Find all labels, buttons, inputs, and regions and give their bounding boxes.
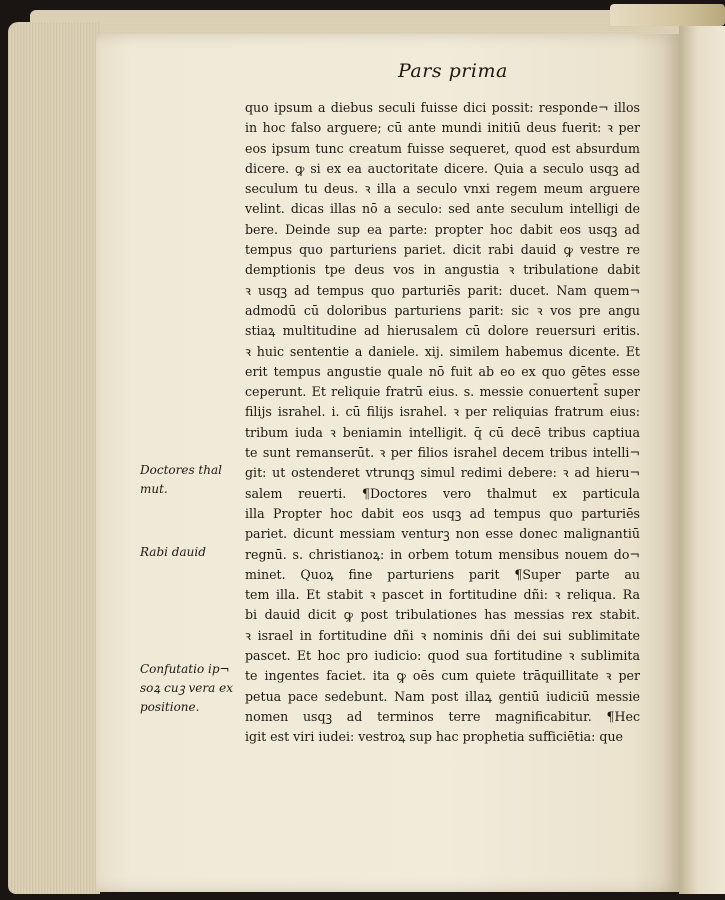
text-line: stiaꝝ multitudine ad hierusalem cū dolore reuersuri eritis. — [245, 323, 640, 339]
text-line: filijs israhel. i. cū filijs israhel. ꝛ per reliquias fratrum eius: — [245, 404, 640, 420]
text-line: demptionis tpe deus vos in angustia ꝛ tribulatione dabit — [245, 262, 640, 278]
text-line: ceperunt. Et reliquie fratrū eius. s. messie conuertent̄ super — [245, 384, 640, 400]
text-line: tribum iuda ꝛ beniamin intelligit. q̄ cū decē tribus captiua — [245, 424, 640, 440]
page-block-left-edge — [8, 22, 100, 894]
marginal-note-line: positione. — [140, 700, 200, 714]
text-line: pariet. dicunt messiam venturꝫ non esse donec malignantiū — [245, 526, 640, 542]
binding-strip — [610, 4, 725, 26]
text-line: git: ut ostenderet vtrunqꝫ simul redimi debere: ꝛ ad hieru¬ — [245, 465, 640, 481]
marginal-note-line: Confutatio ip¬ — [140, 662, 230, 676]
text-line: illa Propter hoc dabit eos usqꝫ ad tempus quo parturiēs — [245, 505, 640, 521]
text-line: te ingentes faciet. ita ꝙ oēs cum quiete trāquillitate ꝛ per — [245, 668, 640, 684]
text-line: dicere. ꝙ si ex ea auctoritate dicere. Quia a seculo usqꝫ ad — [245, 160, 640, 176]
text-line: tem illa. Et stabit ꝛ pascet in fortitudine dñi: ꝛ reliqua. Ra — [245, 587, 640, 603]
text-line: igit est viri iudei: vestroꝝ sup hac prophetia sufficiētia: que — [245, 729, 624, 745]
text-line: ꝛ huic sententie a daniele. xij. similem habemus dicente. Et — [245, 343, 640, 359]
text-line: minet. Quoꝝ fine parturiens parit ¶Super parte au — [245, 566, 640, 582]
marginal-note-line: Doctores thal — [140, 463, 222, 477]
marginal-note-confutatio — [140, 660, 233, 717]
text-line: ꝛ usqꝫ ad tempus quo parturiēs parit: ducet. Nam quem¬ — [245, 282, 640, 298]
text-line: bere. Deinde sup ea parte: propter hoc dabit eos usqꝫ ad — [245, 221, 640, 237]
text-line: tempus quo parturiens pariet. dicit rabi dauid ꝙ vestre re — [245, 242, 640, 258]
text-line: ꝛ israel in fortitudine dñi ꝛ nominis dñi dei sui sublimitate — [245, 627, 640, 643]
text-line: pascet. Et hoc pro iudicio: quod sua fortitudine ꝛ sublimita — [245, 648, 640, 664]
marginal-note-line: Rabi dauid — [140, 545, 206, 559]
text-line: velint. dicas illas nō a seculo: sed ante seculum intelligi de — [245, 201, 640, 217]
marginal-note-line: mut. — [140, 482, 168, 496]
facing-page-edge — [679, 26, 725, 894]
marginal-note-doctores — [140, 461, 222, 499]
marginal-note-rabi — [140, 543, 206, 562]
text-line: nomen usqꝫ ad terminos terre magnificabitur. ¶Hec — [245, 708, 640, 724]
text-line: petua pace sedebunt. Nam post illaꝝ gentiū iudiciū messie — [245, 688, 640, 704]
text-line: bi dauid dicit ꝙ post tribulationes has messias rex stabit. — [245, 607, 640, 623]
main-text-block — [245, 98, 640, 748]
text-line: admodū cū doloribus parturiens parit: sic ꝛ vos pre angu — [245, 302, 640, 318]
text-line: erit tempus angustie quale nō fuit ab eo ex quo gētes esse — [245, 363, 640, 379]
text-line: te sunt remanserūt. ꝛ per filios israhel decem tribus intelli¬ — [245, 445, 640, 461]
text-line: in hoc falso arguere; cū ante mundi initiū deus fuerit: ꝛ per — [245, 120, 640, 136]
text-line: eos ipsum tunc creatum fuisse sequeret, quod est absurdum — [245, 140, 640, 156]
text-line: salem reuerti. ¶Doctores vero thalmut ex particula — [245, 485, 640, 501]
text-line: seculum tu deus. ꝛ illa a seculo vnxi regem meum arguere — [245, 181, 640, 197]
text-line: quo ipsum a diebus seculi fuisse dici possit: responde¬ illos — [245, 100, 640, 115]
marginal-note-line: soꝝ cuꝫ vera ex — [140, 681, 233, 695]
text-line: regnū. s. christianoꝝ: in orbem totum mensibus nouem do¬ — [245, 546, 640, 562]
running-head: Pars prima — [398, 60, 508, 82]
